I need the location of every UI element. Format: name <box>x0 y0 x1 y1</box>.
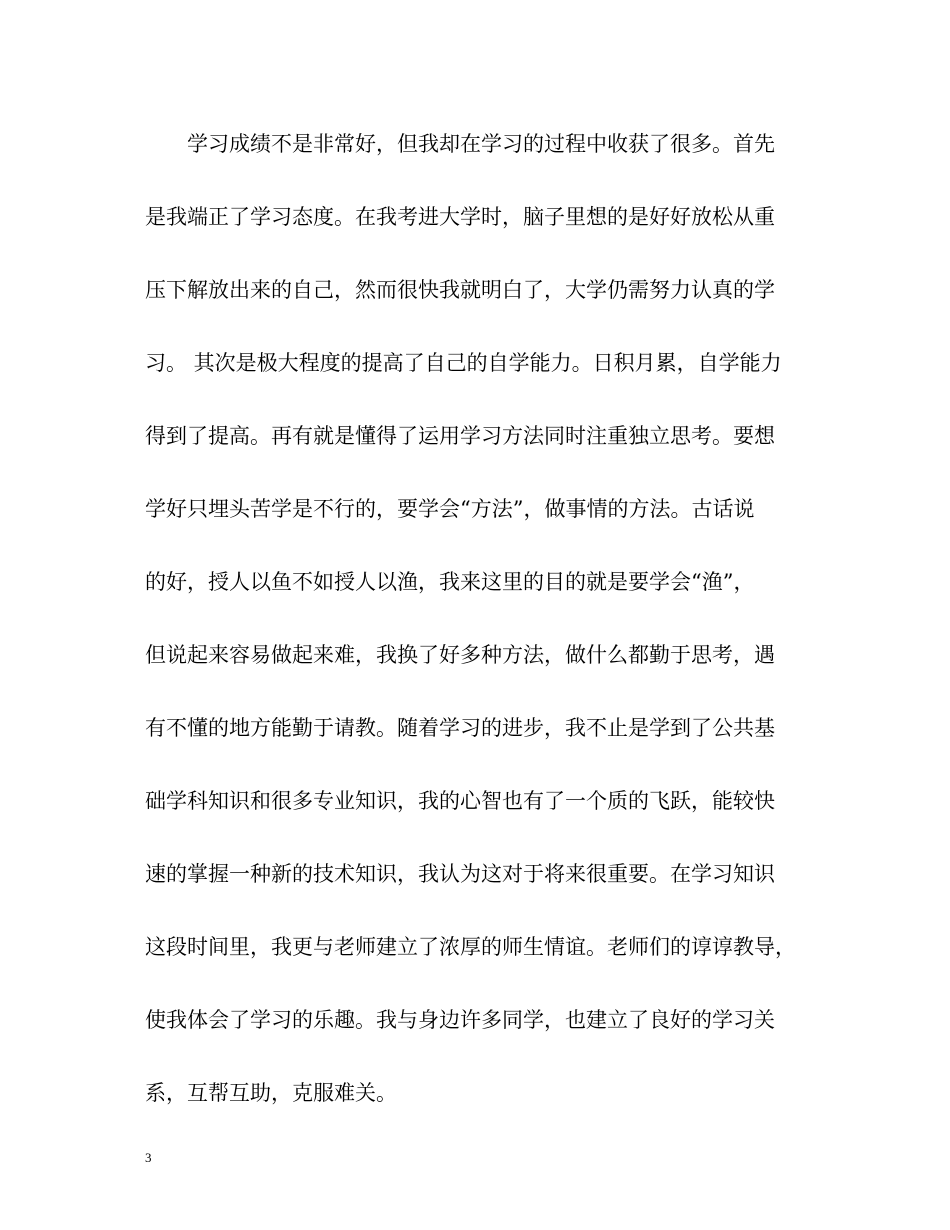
paragraph-line: 学好只埋头苦学是不行的，要学会“方法”，做事情的方法。古话说 <box>145 497 755 521</box>
paragraph-line: 系，互帮互助，克服难关。 <box>145 1081 397 1105</box>
paragraph-line: 使我体会了学习的乐趣。我与身边许多同学，也建立了良好的学习关 <box>145 1008 775 1032</box>
paragraph-line: 但说起来容易做起来难，我换了好多种方法，做什么都勤于思考，遇 <box>145 643 775 667</box>
paragraph-line: 是我端正了学习态度。在我考进大学时，脑子里想的是好好放松从重 <box>145 205 775 229</box>
paragraph-line: 得到了提高。再有就是懂得了运用学习方法同时注重独立思考。要想 <box>145 424 775 448</box>
page-number: 3 <box>145 1150 152 1165</box>
paragraph-line: 压下解放出来的自己，然而很快我就明白了，大学仍需努力认真的学 <box>145 278 775 302</box>
paragraph-line: 的好，授人以鱼不如授人以渔，我来这里的目的就是要学会“渔”， <box>145 570 755 594</box>
paragraph-line: 习。 其次是极大程度的提高了自己的自学能力。日积月累，自学能力 <box>145 351 782 375</box>
paragraph-line: 础学科知识和很多专业知识，我的心智也有了一个质的飞跃，能较快 <box>145 789 775 813</box>
paragraph-line: 有不懂的地方能勤于请教。随着学习的进步，我不止是学到了公共基 <box>145 716 775 740</box>
paragraph-line: 这段时间里，我更与老师建立了浓厚的师生情谊。老师们的谆谆教导， <box>145 935 796 959</box>
paragraph-line: 速的掌握一种新的技术知识，我认为这对于将来很重要。在学习知识 <box>145 862 775 886</box>
paragraph-line: 学习成绩不是非常好，但我却在学习的过程中收获了很多。首先 <box>145 132 775 156</box>
